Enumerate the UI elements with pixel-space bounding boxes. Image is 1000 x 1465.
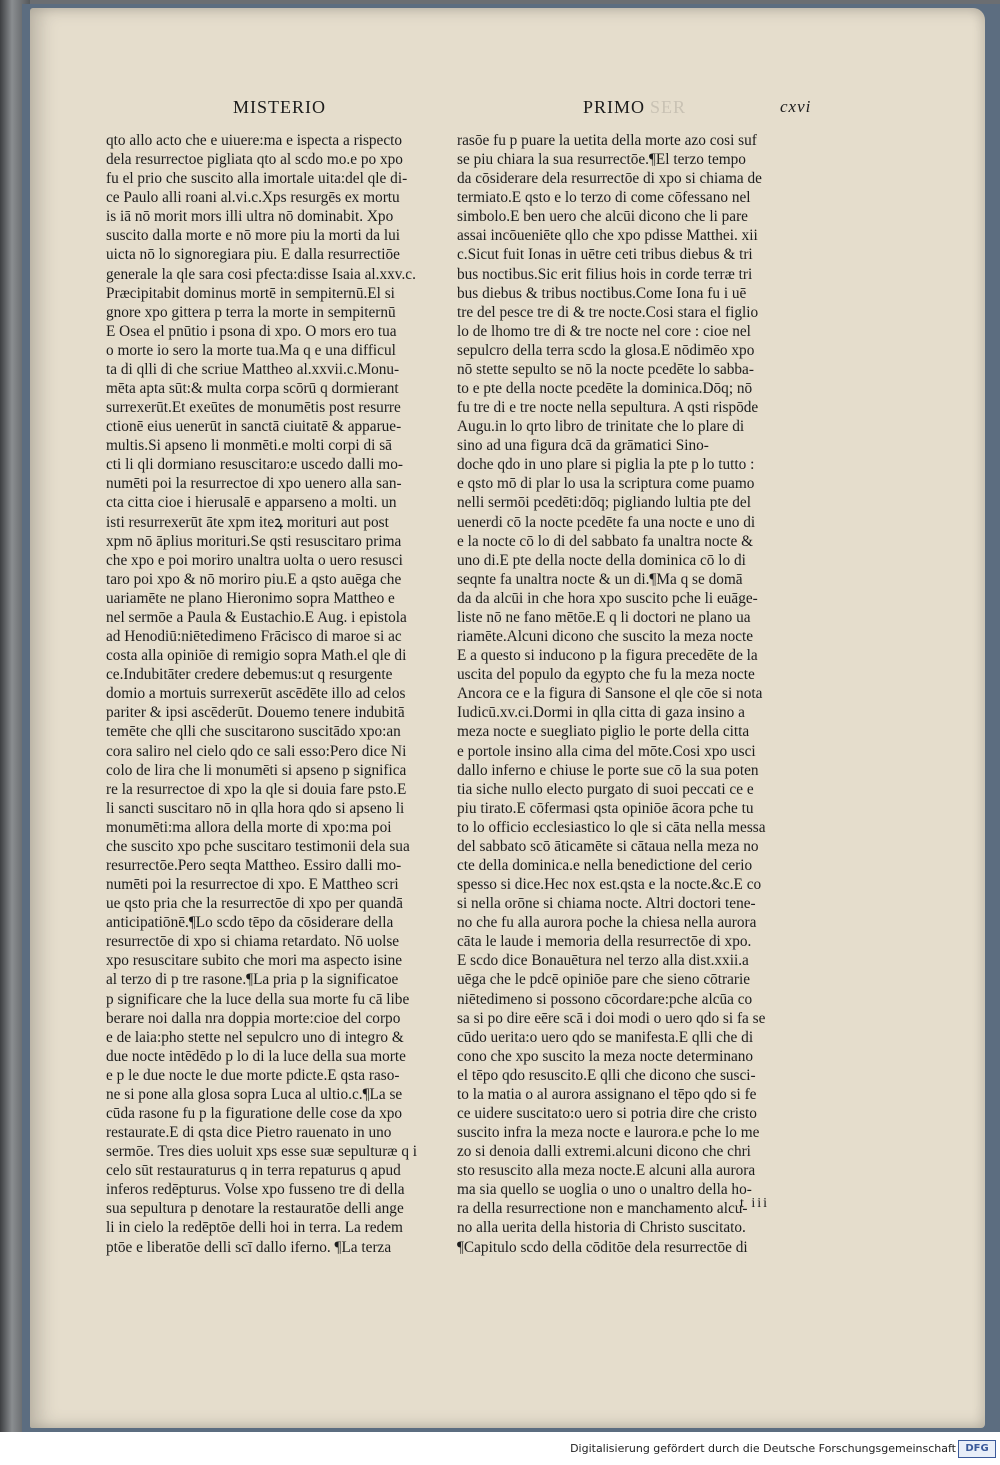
text-line: bus diebus & tribus noctibus.Come Iona fu i uē bbox=[457, 284, 747, 302]
text-line: doche qdo in uno plare si piglia la pte p lo tutto : bbox=[457, 456, 755, 474]
text-line: fu el prio che suscito alla imortale uita:del qle di- bbox=[106, 170, 408, 188]
text-line: se piu chiara la sua resurrectōe.¶El terzo tempo bbox=[457, 151, 746, 169]
text-line: celo sūt restauraturus q in terra repaturus q apud bbox=[106, 1162, 401, 1180]
text-line: generale la qle sara cosi pfecta:disse Isaia al.xxv.c. bbox=[106, 265, 416, 283]
text-line: da cōsiderare dela resurrectōe di xpo si chiama de bbox=[457, 170, 762, 188]
text-line: xpo resuscitare subito che mori ma aspecto isine bbox=[106, 952, 403, 970]
text-line: sermōe. Tres dies uoluit xps esse suæ sepulturæ q i bbox=[106, 1143, 418, 1161]
text-line: ce.Indubitāter credere debemus:ut q resurgente bbox=[106, 666, 393, 684]
text-line: e la nocte cō lo di del sabbato fa unaltra nocte & bbox=[457, 532, 754, 550]
text-line: termiato.E qsto e lo terzo di come cōfessano nel bbox=[457, 189, 751, 207]
text-line: suscito infra la meza nocte e laurora.e pche lo me bbox=[457, 1124, 760, 1142]
text-line: cono che xpo suscito la meza nocte determinano bbox=[457, 1047, 754, 1065]
text-line: bus noctibus.Sic erit filius hois in corde terræ tri bbox=[457, 265, 753, 283]
text-line: uariamēte ne plano Hieronimo sopra Mattheo e bbox=[106, 589, 395, 607]
text-line: qto allo acto che e uiuere:ma e ispecta a rispecto bbox=[106, 132, 403, 149]
text-line: Iudicū.xv.ci.Dormi in qlla citta di gaza insino a bbox=[457, 704, 745, 722]
text-line: anticipatiōnē.¶Lo scdo tēpo da cōsiderare della bbox=[106, 914, 394, 932]
text-line: sepulcro della terra scdo la glosa.E nōdimēo xpo bbox=[457, 341, 755, 359]
text-line: ce Paulo alli roani al.vi.c.Xps resurgēs ex mortu bbox=[106, 189, 400, 207]
text-line: si nella orōne si chiama nocte. Altri doctori tene- bbox=[457, 895, 756, 913]
text-line: e de laia:pho stette nel sepulcro uno di integro & bbox=[106, 1028, 404, 1046]
text-line: assai incōueniēte qllo che xpo pdisse Matthei. xii bbox=[457, 227, 758, 245]
text-line: berare noi dalla nra doppia morte:cioe del corpo bbox=[106, 1009, 401, 1027]
text-line: c.Sicut fuit Ionas in uētre ceti tribus diebus & tri bbox=[457, 246, 753, 264]
text-line: uscita del populo da egypto che fu la meza nocte bbox=[457, 666, 755, 684]
text-line: cta citta cioe i hierusalē e apparseno a molti. un bbox=[106, 494, 397, 512]
text-line: sua sepultura p denotare la restauratōe delli ange bbox=[106, 1200, 404, 1218]
text-line: restaurate.E di qsta dice Pietro rauenato in uno bbox=[106, 1124, 392, 1142]
text-line: monumēti:ma allora della morte di xpo:ma poi bbox=[106, 818, 392, 836]
text-line: temēte che qlli che suscitarono suscitādo xpo:an bbox=[106, 723, 401, 741]
text-line: multis.Si apseno li monmēti.e molti corpi di sā bbox=[106, 437, 392, 455]
text-line: sa si po dire eēre scā i doi modi o uero qdo si fa se bbox=[457, 1009, 766, 1027]
text-line: resurrectōe.Pero seqta Mattheo. Essiro dalli mo- bbox=[106, 856, 402, 874]
folio-number: cxvi bbox=[780, 97, 812, 116]
text-line: colo de lira che li monumēti si apseno p significa bbox=[106, 761, 407, 779]
text-line: uno di.E pte della nocte della dominica cō lo di bbox=[457, 551, 746, 569]
text-line: nō stette sepulto se nō la nocte pcedēte lo sabba- bbox=[457, 360, 754, 378]
text-line: meza nocte e suegliato piglio le porte della citta bbox=[457, 723, 750, 741]
text-column-left bbox=[106, 131, 448, 1257]
text-line: taro poi xpo & nō moriro piu.E a qsto auēga che bbox=[106, 570, 402, 588]
text-line: li sancti suscitaro nō in qlla hora qdo si apseno li bbox=[106, 799, 405, 817]
text-line: inferos redēpturus. Volse xpo fusseno tre di della bbox=[106, 1181, 405, 1199]
text-line: E a questo si inducono p la figura precedēte de la bbox=[457, 647, 758, 665]
text-line: suscito dalla morte e nō more piu la morti da lui bbox=[106, 227, 400, 245]
text-line: is iā nō morit mors illi ultra nō dominabit. Xpo bbox=[106, 208, 394, 226]
text-line: cte della dominica.e nella benedictione del cerio bbox=[457, 856, 753, 874]
text-line: E Osea el pnūtio i psona di xpo. O mors ero tua bbox=[106, 322, 397, 340]
signature-mark: t iii bbox=[740, 1196, 770, 1211]
text-line: to lo officio ecclesiastico lo qle si cāta nella messa bbox=[457, 818, 766, 836]
text-line: simbolo.E ben uero che alcūi dicono che li pare bbox=[457, 208, 748, 226]
text-line: E scdo dice Bonauētura nel terzo alla dist.xxii.a bbox=[457, 952, 749, 970]
text-line: piu tirato.E cōfermasi qsta opiniōe ācora pche tu bbox=[457, 799, 754, 817]
text-line: due nocte intēdēdo p lo di la luce della sua morte bbox=[106, 1047, 406, 1065]
text-line: al terzo di p tre rasone.¶La pria p la significatoe bbox=[106, 971, 399, 989]
text-line: del sabbato scō āticamēte si cātaua nella meza no bbox=[457, 837, 759, 855]
text-line: tre del pesce tre di & tre nocte.Cosi stara el figlio bbox=[457, 303, 759, 321]
text-line: numēti poi la resurrectoe di xpo. E Mattheo scri bbox=[106, 876, 399, 894]
text-line: niētedimeno si possono cōcordare:pche alcūa co bbox=[457, 990, 753, 1008]
text-line: pariter & ipsi ascēderūt. Douemo tenere indubitā bbox=[106, 704, 405, 722]
text-line: el tēpo qdo resuscito.E qlli che dicono che susci- bbox=[457, 1066, 756, 1084]
text-line: riamēte.Alcuni dicono che suscito la meza nocte bbox=[457, 628, 754, 646]
text-line: cūda rasone fu p la figuratione delle cose da xpo bbox=[106, 1104, 403, 1122]
text-line: gnore xpo gittera p terra la morte in sempiternū bbox=[106, 303, 396, 321]
text-line: numēti poi la resurrectoe di xpo uenero alla san- bbox=[106, 475, 402, 493]
text-line: sino ad una figura dcā da grāmatici Sino- bbox=[457, 437, 709, 455]
funding-credit: Digitalisierung gefördert durch die Deutsche Forschungsgemeinschaft bbox=[570, 1442, 956, 1455]
text-line: re la resurrectoe di xpo la qle si douia fare psto.E bbox=[106, 780, 407, 798]
text-line: ta di qlli di che scriue Mattheo al.xxvii.c.Monu- bbox=[106, 360, 400, 378]
text-line: ma sia quello se uoglia o uno o unaltro della ho- bbox=[457, 1181, 752, 1199]
text-line: cāta le laude i memoria della resurrectōe di xpo. bbox=[457, 933, 752, 951]
text-line: ¶Capitulo scdo della cōditōe dela resurrectōe di bbox=[457, 1238, 748, 1256]
text-line: seqnte fa unaltra nocte & un di.¶Ma q se domā bbox=[457, 570, 743, 588]
text-line: o morte io sero la morte tua.Ma q e una difficul bbox=[106, 341, 396, 359]
text-line: che xpo e poi moriro unaltra uolta o uero resusci bbox=[106, 551, 403, 569]
text-line: ra della resurrectione non e manchamento alcu- bbox=[457, 1200, 748, 1218]
text-line: nelli sermōi pcedēti:dōq; pigliando lultia pte del bbox=[457, 494, 751, 512]
text-line: zo si denoia dalli extremi.alcuni dicono che chri bbox=[457, 1143, 751, 1161]
text-line: fu tre di e tre nocte nella sepultura. A qsti rispōde bbox=[457, 399, 759, 417]
text-line: Augu.in lo qrto libro de trinitate che lo plare di bbox=[457, 418, 745, 436]
text-line: isti resurrexerūt āte xpm iteꝝ morituri aut post bbox=[106, 513, 389, 531]
text-line: ctionē eius uenerūt in sanctā ciuitatē & apparue- bbox=[106, 418, 402, 436]
text-line: nel sermōe a Paula & Eustachio.E Aug. i epistola bbox=[106, 608, 407, 626]
text-line: xpm nō āplius morituri.Se qsti resuscitaro prima bbox=[106, 532, 402, 550]
text-line: lo de lhomo tre di & tre nocte nel core : cioe nel bbox=[457, 322, 751, 340]
running-header-left: MISTERIO bbox=[233, 97, 326, 117]
text-line: ce uidere suscitato:o uero si potria dire che cristo bbox=[457, 1104, 757, 1122]
text-line: che suscito xpo pche suscitaro testimonii dela sua bbox=[106, 837, 410, 855]
text-line: uēga che le pdcē opiniōe pare che sieno cōtrarie bbox=[457, 971, 751, 989]
text-line: li in cielo la redēptōe delli hoi in terra. La redem bbox=[106, 1219, 403, 1237]
text-column-right bbox=[457, 131, 802, 1257]
text-line: ne si pone alla glosa sopra Luca al ultio.c.¶La se bbox=[106, 1085, 403, 1103]
text-line: sto resuscito alla meza nocte.E alcuni alla aurora bbox=[457, 1162, 756, 1180]
text-line: surrexerūt.Et exeūtes de monumētis post resurre bbox=[106, 399, 401, 417]
text-line: Ancora ce e la figura di Sansone el qle cōe si nota bbox=[457, 685, 763, 703]
text-line: uenerdi cō la nocte pcedēte fa una nocte e uno di bbox=[457, 513, 756, 531]
text-line: Præcipitabit dominus mortē in sempiternū.El si bbox=[106, 284, 395, 302]
text-line: rasōe fu p puare la uetita della morte azo cosi suf bbox=[457, 132, 757, 149]
text-line: to e pte della nocte pcedēte la dominica.Dōq; nō bbox=[457, 380, 753, 398]
text-line: e portole insino alla cima del mōte.Cosi xpo usci bbox=[457, 742, 756, 760]
text-line: cti li qli dormiano resuscitaro:e uscedo dalli mo- bbox=[106, 456, 403, 474]
text-line: uicta nō lo signoregiara piu. E dalla resurrectiōe bbox=[106, 246, 400, 264]
text-line: costa alla opiniōe di remigio sopra Math.el qle di bbox=[106, 647, 407, 665]
text-line: e p le due nocte le due morte pdicte.E qsta raso- bbox=[106, 1066, 400, 1084]
running-header-center: PRIMO bbox=[583, 97, 646, 117]
text-line: no alla uerita della historia di Christo suscitato. bbox=[457, 1219, 746, 1237]
text-line: ptōe e liberatōe delli scī dallo iferno. ¶La terza bbox=[106, 1238, 392, 1256]
text-line: ad Henodiū:niētedimeno Frācisco di maroe si ac bbox=[106, 628, 402, 646]
text-line: da da alcūi in che hora xpo suscito pche li euāge- bbox=[457, 589, 758, 607]
text-line: p significare che la luce della sua morte fu cā libe bbox=[106, 990, 410, 1008]
text-line: to la matia o al aurora assignano el tēpo qdo si fe bbox=[457, 1085, 757, 1103]
text-line: spesso si dice.Hec nox est.qsta e la nocte.&c.E co bbox=[457, 876, 762, 894]
text-line: dela resurrectoe pigliata qto al scdo mo.e po xpo bbox=[106, 151, 403, 169]
text-line: mēta apta sūt:& multa corpa scōrū q dormierant bbox=[106, 380, 399, 398]
text-line: resurrectōe di xpo si chiama retardato. Nō uolse bbox=[106, 933, 400, 951]
text-line: tia siche nullo electo purgato di suoi peccati ce e bbox=[457, 780, 754, 798]
text-line: cūdo uerita:o uero qdo se manifesta.E qlli che di bbox=[457, 1028, 754, 1046]
dfg-logo: DFG bbox=[958, 1440, 996, 1458]
text-line: liste nō ne fano mētōe.E q li doctori ne plano ua bbox=[457, 608, 751, 626]
text-line: no che fu alla aurora poche la chiesa nella aurora bbox=[457, 914, 757, 932]
text-line: domio a mortuis surrexerūt ascēdēte illo ad celos bbox=[106, 685, 406, 703]
footer-bar bbox=[0, 1432, 1000, 1465]
show-through-text: SER bbox=[650, 97, 687, 117]
text-line: dallo inferno e chiuse le porte sue cō la sua poten bbox=[457, 761, 759, 779]
text-line: ue qsto pria che la resurrectōe di xpo per quandā bbox=[106, 895, 403, 913]
text-line: cora saliro nel cielo qdo ce sali esso:Pero dice Ni bbox=[106, 742, 407, 760]
text-line: e qsto mō di plar lo usa la scriptura come puamo bbox=[457, 475, 755, 493]
